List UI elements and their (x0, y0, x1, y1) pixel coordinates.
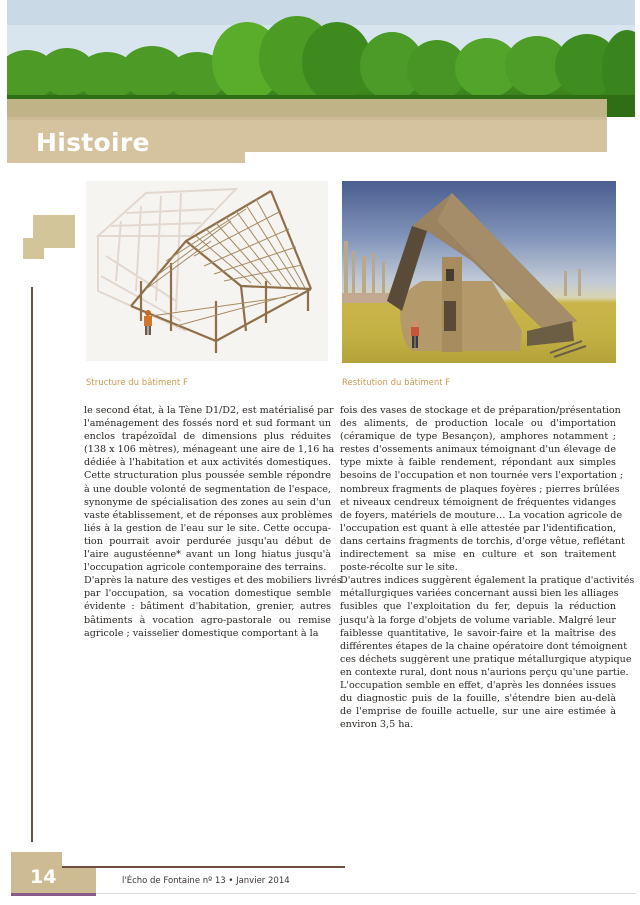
text-line: Cette structuration plus poussée semble répondre (84, 470, 331, 482)
text-line: différentes étapes de la chaine opératoire dont témoignent (340, 640, 628, 652)
text-line: le second état, à la Tène D1/D2, est matérialisé par (84, 405, 334, 416)
article-column-left (84, 404, 342, 640)
text-line: L'occupation semble en effet, d'après les données issues (340, 679, 616, 691)
text-line: faiblesse quantitative, le savoir-faire et la maîtrise des (340, 627, 616, 639)
text-line: du diagnostic puis de la fouille, s'étendre bien au-delà (340, 693, 616, 705)
text-line: poste-récolte sur le site. (340, 562, 458, 574)
decorative-square (23, 244, 44, 259)
text-line: environ 3,5 ha. (340, 719, 414, 731)
text-line: à une double volonté de segmentation de l'espace, (84, 483, 331, 495)
page-number: 14 (30, 866, 57, 888)
text-line: vaste établissement, et de réponses aux problèmes (84, 509, 333, 521)
text-line: jusqu'à la forge d'objets de volume variable. Malgré leur (340, 614, 616, 626)
text-line: l'aménagement des fossés nord et sud formant un (84, 418, 331, 430)
text-line: évidente : bâtiment d'habitation, grenier, autres (84, 601, 331, 613)
text-line: dans certains fragments de torchis, d'orge vêtue, reflétant (340, 535, 625, 547)
article-column-right (340, 404, 635, 731)
figure-structure-image (86, 181, 328, 361)
text-line: D'après la nature des vestiges et des mobiliers livrés (84, 575, 342, 587)
text-line: dédiée à l'habitation et aux activités domestiques. (84, 457, 331, 469)
bottom-accent-strip (11, 893, 96, 896)
timber-frame-illustration (86, 181, 328, 361)
text-line: fusibles que l'exploitation du fer, depuis la réduction (340, 601, 616, 613)
page-number-box-tab (62, 868, 96, 893)
text-line: indirectement sa mise en culture et son traitement (340, 549, 616, 561)
figure-caption: Structure du bâtiment F (86, 378, 188, 388)
vertical-rule (31, 287, 33, 842)
text-line: enclos trapézoïdal de dimensions plus réduites (84, 431, 331, 443)
text-line: de foyers, matériels de mouture… La vocation agricole de (340, 509, 623, 521)
section-title: Histoire (36, 128, 150, 157)
thatched-house-illustration (342, 181, 616, 363)
text-line: l'aire augustéenne* avant un long hiatus jusqu'à (84, 549, 331, 561)
figure-caption: Restitution du bâtiment F (342, 378, 451, 388)
text-line: des aliments, de production locale ou d'importation (340, 418, 616, 430)
text-line: agricole ; vaisselier domestique comportant à la (84, 627, 319, 639)
text-line: besoins de l'occupation et non tournée vers l'exportation ; (340, 470, 624, 482)
figure-restitution-image (342, 181, 616, 363)
text-line: de l'emprise de fouille actuelle, sur une aire estimée à (340, 706, 616, 718)
publication-info: l'Écho de Fontaine nº 13 • Janvier 2014 (122, 876, 290, 886)
person-figure (144, 310, 152, 335)
text-line: (céramique de type Besançon), amphores notamment ; (340, 431, 616, 443)
text-line: métallurgiques variées concernant aussi bien les alliages (340, 588, 619, 600)
text-line: restes d'ossements animaux témoignant d'un élevage de (340, 444, 616, 456)
text-line: bâtiments à vocation agro-pastorale ou remise (84, 614, 331, 626)
text-line: et niveaux cendreux témoignent de fréquentes vidanges (340, 496, 616, 508)
text-line: ces déchets suggèrent une pratique métallurgique atypique (340, 653, 632, 665)
text-line: nombreux fragments de plaques foyères ; pierres brûlées (340, 483, 620, 495)
text-line: D'autres indices suggèrent également la pratique d'activités (340, 575, 635, 587)
text-line: l'occupation agricole contemporaine des terrains. (84, 562, 327, 574)
footer-rule (62, 866, 345, 868)
title-band-top (7, 99, 607, 121)
text-line: (138 x 106 mètres), ménageant une aire de 1,16 ha (84, 444, 335, 456)
bottom-divider (96, 893, 636, 894)
text-line: l'occupation est quant à elle attestée par l'identification, (340, 522, 616, 534)
text-line: liés à la gestion de l'eau sur le site. Cette occupa- (84, 522, 331, 534)
text-line: en contexte rural, dont nous n'aurions perçu qu'une partie. (340, 666, 629, 678)
text-line: fois des vases de stockage et de préparation/présentation (340, 405, 621, 416)
text-line: tion pourrait avoir perdurée jusqu'au début de (84, 535, 331, 547)
text-line: par l'occupation, sa vocation domestique semble (84, 588, 331, 600)
text-line: synonyme de spécialisation des zones au sein d'un (84, 496, 331, 508)
text-line: type mixte à faible rendement, répondant aux simples (340, 457, 616, 469)
